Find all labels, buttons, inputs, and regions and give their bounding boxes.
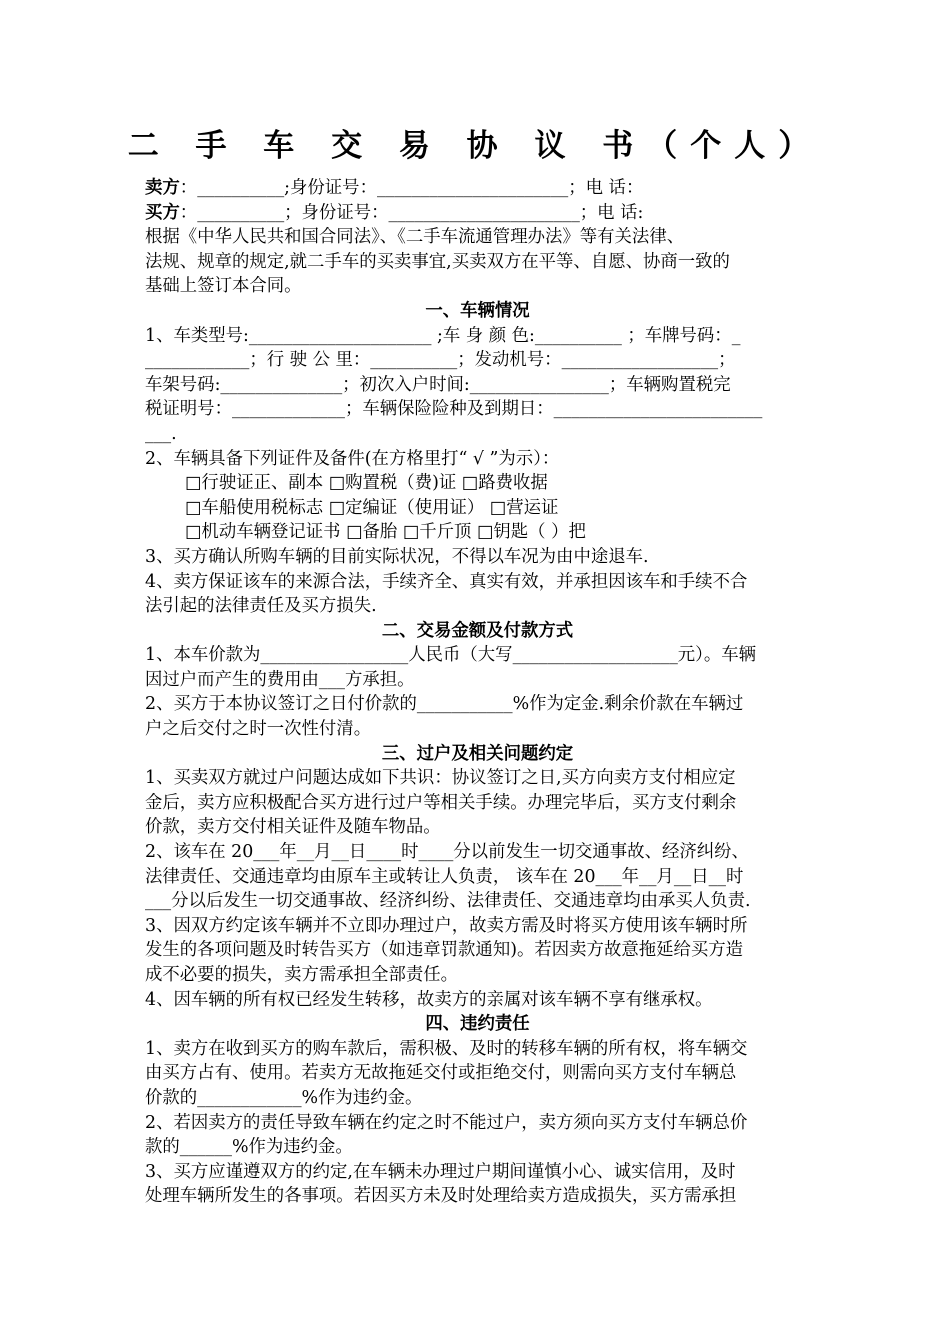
text-line: 根据《中华人民共和国合同法》、《二手车流通管理办法》等有关法律、 — [145, 227, 685, 248]
text-line: 处理车辆所发生的各事项。若因买方未及时处理给卖方造成损失，买方需承担 — [145, 1186, 737, 1207]
text-line: 1、买卖双方就过户问题达成如下共识：协议签订之日,买方向卖方支付相应定 — [145, 768, 736, 789]
text-line: 价款，卖方交付相关证件及随车物品。 — [145, 817, 441, 838]
text-line: 发生的各项问题及时转告买方（如违章罚款通知)。若因卖方故意拖延给买方造 — [145, 940, 744, 961]
checklist-row: □车船使用税标志 □定编证（使用证） □营运证 — [185, 497, 559, 518]
party-label: 卖方 — [145, 178, 180, 198]
party-label: 买方 — [145, 202, 180, 223]
party-line — [145, 176, 810, 201]
section-heading: 三、过户及相关问题约定 — [381, 743, 574, 764]
text-line: 税证明号：_____________；车辆保险险种及到期日：________________________ — [145, 399, 763, 420]
section-heading: 四、违约责任 — [425, 1014, 530, 1035]
text-line: 3、因双方约定该车辆并不立即办理过户，故卖方需及时将买方使用该车辆时所 — [145, 915, 748, 936]
text-line: 车架号码:______________；初次入户时间:________________；车辆购置税完 — [145, 374, 731, 395]
text-line: 1、卖方在收到买方的购车款后，需积极、及时的转移车辆的所有权，将车辆交 — [145, 1038, 748, 1059]
document-body — [145, 176, 810, 1209]
text-line: 法律责任、交通违章均由原车主或转让人负责， 该车在 20___年__月__日__时 — [145, 866, 744, 887]
text-line: 3、买方应谨遵双方的约定,在车辆未办理过户期间谨慎小心、诚实信用，及时 — [145, 1161, 736, 1182]
text-line: 2、该车在 20___年__月__日____时____分以前发生一切交通事故、经济纠纷、 — [145, 842, 749, 863]
party-fields: ：__________；身份证号：______________________；电 话: — [179, 202, 644, 223]
text-line: 成不必要的损失，卖方需承担全部责任。 — [145, 965, 459, 985]
text-line: 4、卖方保证该车的来源合法，手续齐全、真实有效，并承担因该车和手续不合 — [145, 571, 748, 592]
text-line: 价款的____________%作为违约金。 — [145, 1087, 423, 1108]
section-heading: 一、车辆情况 — [425, 300, 530, 321]
text-line: 1、车类型号:_____________________ ;车 身 颜 色:__________ ；车牌号码：_ — [145, 325, 741, 346]
text-line: 法引起的法律责任及买方损失. — [145, 596, 377, 617]
text-line: 金后，卖方应积极配合买方进行过户等相关手续。办理完毕后，买方支付剩余 — [145, 792, 737, 813]
party-line — [145, 201, 810, 226]
text-line: 2、若因卖方的责任导致车辆在约定之时不能过户，卖方须向买方支付车辆总价 — [145, 1112, 748, 1133]
text-line: 基础上签订本合同。 — [145, 276, 302, 297]
checklist-row: □机动车辆登记证书 □备胎 □千斤顶 □钥匙（ ）把 — [185, 522, 586, 543]
section-heading: 二、交易金额及付款方式 — [381, 620, 574, 641]
text-line: 因过户而产生的费用由___方承担。 — [145, 669, 415, 690]
text-line: 款的______%作为违约金。 — [145, 1137, 353, 1158]
document-title: 二 手 车 交 易 协 议 书（个人） — [127, 128, 823, 164]
text-line: 户之后交付之时一次性付清。 — [145, 719, 372, 740]
text-line: 3、买方确认所购车辆的目前实际状况，不得以车况为由中途退车. — [145, 546, 649, 567]
text-line: ___. — [145, 423, 177, 444]
text-line: 1、本车价款为_________________人民币（大写___________________元）。车辆 — [145, 645, 757, 666]
checklist-row: □行驶证正、副本 □购置税（费)证 □路费收据 — [185, 473, 548, 494]
text-line: ____________；行 驶 公 里：__________；发动机号：__________________； — [145, 350, 736, 371]
text-line: 4、因车辆的所有权已经发生转移，故卖方的亲属对该车辆不享有继承权。 — [145, 989, 713, 1010]
text-line: 2、车辆具备下列证件及备件(在方格里打“ √ ”为示）： — [145, 448, 560, 469]
party-fields: ：__________;身份证号：______________________；电 话： — [179, 178, 644, 198]
text-line: ___分以后发生一切交通事故、经济纠纷、法律责任、交通违章均由承买人负责. — [145, 891, 751, 912]
text-line: 法规、规章的规定,就二手车的买卖事宜,买卖双方在平等、自愿、协商一致的 — [145, 251, 730, 272]
text-line: 2、买方于本协议签订之日付价款的___________%作为定金.剩余价款在车辆过 — [145, 694, 744, 715]
text-line: 由买方占有、使用。若卖方无故拖延交付或拒绝交付，则需向买方支付车辆总 — [145, 1063, 737, 1084]
